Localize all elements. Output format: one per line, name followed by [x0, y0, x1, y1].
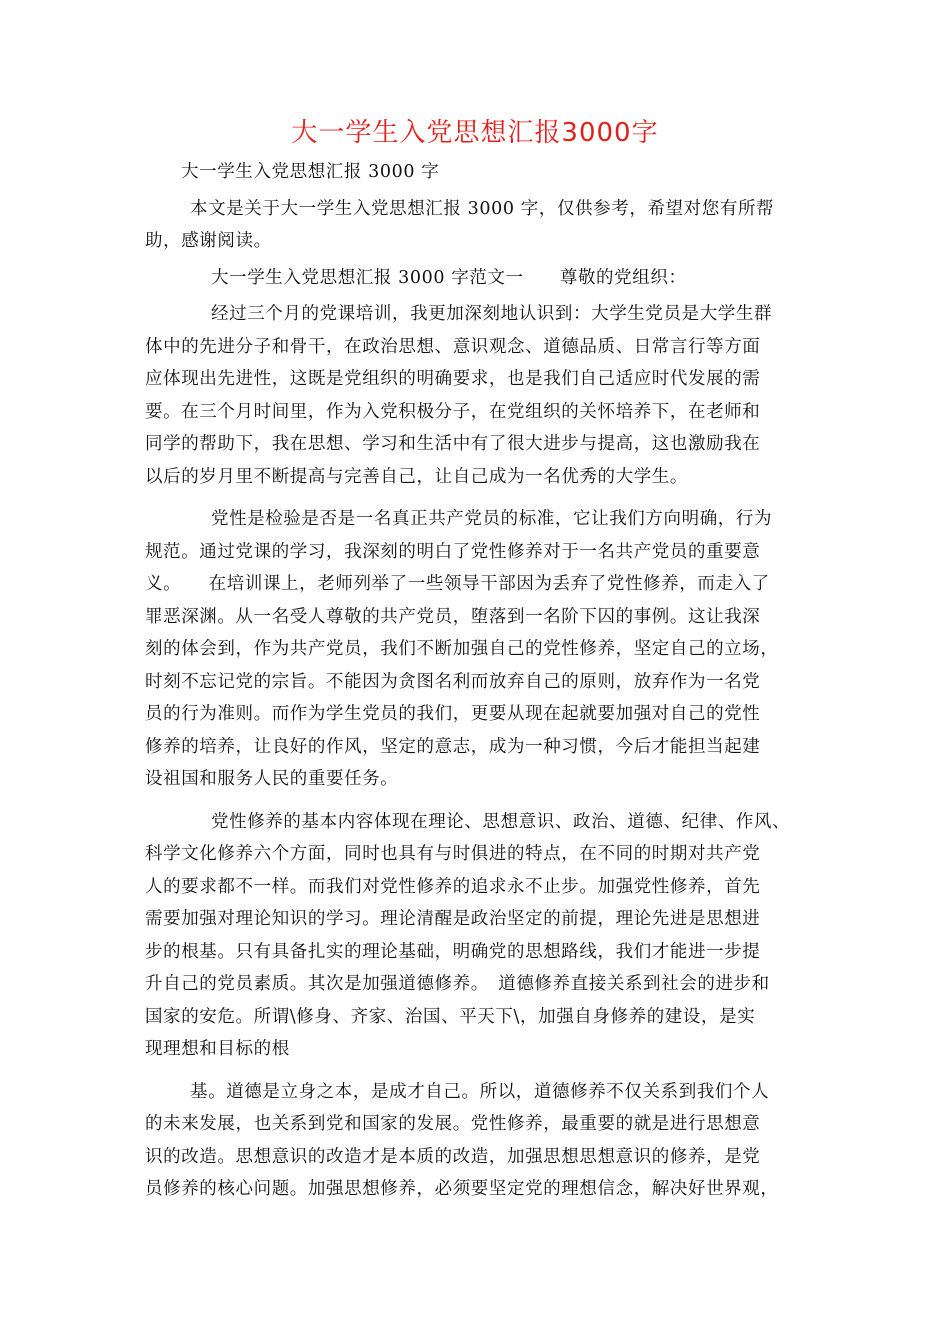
paragraph-line: 员修养的核心问题。加强思想修养，必须要坚定党的理想信念，解决好世界观，: [145, 1179, 779, 1199]
paragraph-line: 基。道德是立身之本，是成才自己。所以，道德修养不仅关系到我们个人: [190, 1081, 770, 1102]
section-heading-line: 大一学生入党思想汇报 3000 字范文一 尊敬的党组织：: [211, 267, 687, 288]
paragraph-line: 以后的岁月里不断提高与完善自己，让自己成为一名优秀的大学生。: [145, 466, 688, 487]
document-body: [145, 156, 825, 1206]
paragraph-line: 党性修养的基本内容体现在理论、思想意识、政治、道德、纪律、作风、: [211, 811, 791, 832]
paragraph-line: 罪恶深渊。从一名受人尊敬的共产党员，堕落到一名阶下囚的事例。这让我深: [145, 606, 761, 627]
paragraph-line: 同学的帮助下，我在思想、学习和生活中有了很大进步与提高，这也激励我在: [145, 434, 761, 454]
paragraph-line: 需要加强对理论知识的学习。理论清醒是政治坚定的前提，理论先进是思想进: [145, 909, 761, 929]
paragraph-line: 应体现出先进性，这既是党组织的明确要求，也是我们自己适应时代发展的需: [145, 369, 761, 389]
paragraph-line: 规范。通过党课的学习，我深刻的明白了党性修养对于一名共产党员的重要意: [145, 541, 761, 562]
paragraph-line: 党性是检验是否是一名真正共产党员的标准，它让我们方向明确，行为: [211, 509, 773, 529]
paragraph-line: 现理想和目标的根: [145, 1039, 290, 1059]
paragraph-line: 要。在三个月时间里，作为入党积极分子，在党组织的关怀培养下，在老师和: [145, 401, 761, 422]
paragraph-line: 的未来发展，也关系到党和国家的发展。党性修养，最重要的就是进行思想意: [145, 1114, 761, 1134]
paragraph-line: 员的行为准则。而作为学生党员的我们，更要从现在起就要加强对自己的党性: [145, 704, 761, 724]
paragraph-line: 识的改造。思想意识的改造才是本质的改造，加强思想思想意识的修养，是党: [145, 1146, 761, 1167]
paragraph-line: 体中的先进分子和骨干，在政治思想、意识观念、道德品质、日常言行等方面: [145, 336, 761, 357]
paragraph-line: 科学文化修养六个方面，同时也具有与时俱进的特点，在不同的时期对共产党: [145, 844, 761, 864]
intro-line: 本文是关于大一学生入党思想汇报 3000 字，仅供参考，希望对您有所帮: [190, 198, 775, 219]
paragraph-line: 刻的体会到，作为共产党员，我们不断加强自己的党性修养，坚定自己的立场，: [145, 639, 779, 659]
subtitle-line: 大一学生入党思想汇报 3000 字: [181, 162, 440, 182]
paragraph-line: 设祖国和服务人民的重要任务。: [145, 769, 399, 789]
paragraph-line: 国家的安危。所谓\修身、齐家、治国、平天下\，加强自身修养的建设，是实: [145, 1006, 756, 1027]
paragraph-line: 经过三个月的党课培训，我更加深刻地认识到：大学生党员是大学生群: [211, 304, 773, 324]
intro-line: 助，感谢阅读。: [145, 231, 272, 251]
paragraph-line: 步的根基。只有具备扎实的理论基础，明确党的思想路线，我们才能进一步提: [145, 941, 761, 962]
document-title: 大一学生入党思想汇报3000字: [291, 118, 659, 148]
paragraph-line: 升自己的党员素质。其次是加强道德修养。 道德修养直接关系到社会的进步和: [145, 974, 770, 994]
paragraph-line: 人的要求都不一样。而我们对党性修养的追求永不止步。加强党性修养，首先: [145, 876, 761, 897]
paragraph-line: 修养的培养，让良好的作风，坚定的意志，成为一种习惯，今后才能担当起建: [145, 736, 761, 757]
paragraph-line: 义。 在培训课上，老师列举了一些领导干部因为丢弃了党性修养，而走入了: [145, 574, 770, 594]
paragraph-line: 时刻不忘记党的宗旨。不能因为贪图名利而放弃自己的原则，放弃作为一名党: [145, 671, 761, 692]
